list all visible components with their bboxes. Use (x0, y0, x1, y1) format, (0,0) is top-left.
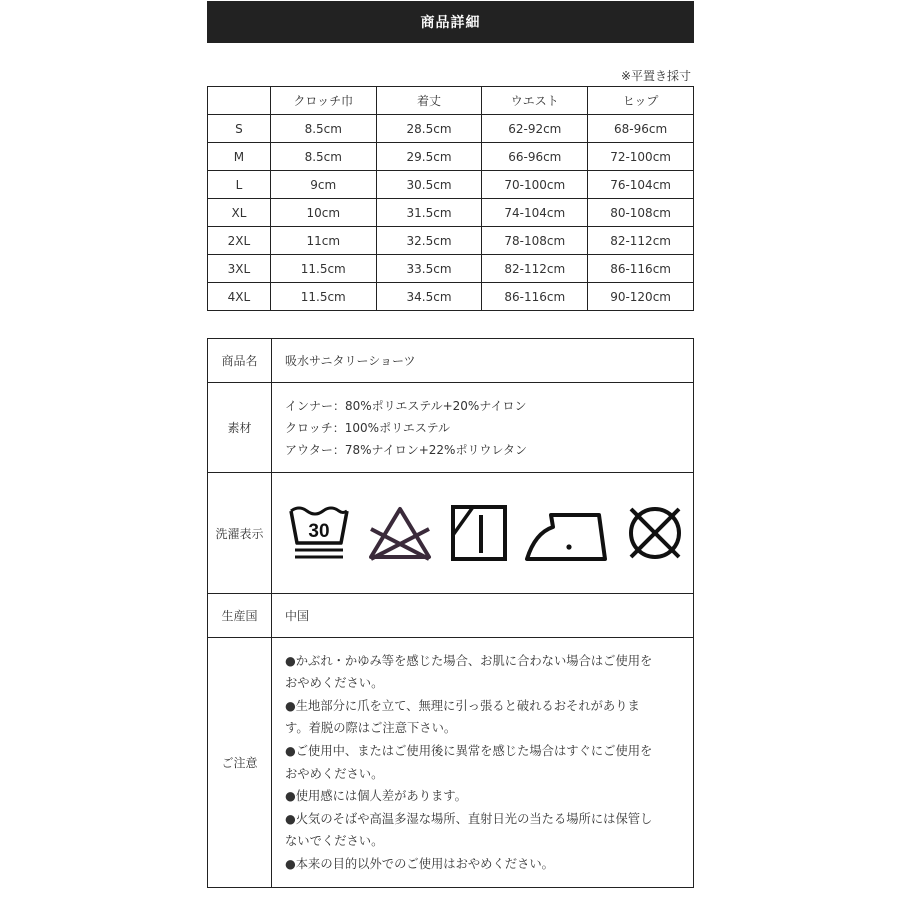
info-row-product-name (208, 339, 694, 383)
table-cell: 8.5cm (270, 143, 376, 171)
drip-dry-shade-icon (449, 503, 509, 563)
table-cell: 72-100cm (588, 143, 694, 171)
size-label: 2XL (208, 227, 271, 255)
caution-line: ●本来の目的以外でのご使用はおやめください。 (285, 856, 554, 871)
table-row (208, 227, 694, 255)
caution-line: おやめください。 (285, 676, 384, 691)
caution-line: ●ご使用中、またはご使用後に異常を感じた場合はすぐにご使用を (285, 743, 653, 758)
size-table-header-row (208, 87, 694, 115)
size-label: L (208, 171, 271, 199)
size-note: ※平置き採寸 (620, 69, 691, 83)
column-header: ヒップ (588, 87, 694, 115)
table-row (208, 199, 694, 227)
size-label: XL (208, 199, 271, 227)
table-cell: 74-104cm (482, 199, 588, 227)
size-label: 4XL (208, 283, 271, 311)
wash-temp-label: 30 (308, 521, 330, 542)
column-header: クロッチ巾 (270, 87, 376, 115)
info-label: ご注意 (208, 638, 272, 888)
washing-icons-cell (272, 473, 694, 594)
caution-line: ●火気のそばや高温多湿な場所、直射日光の当たる場所には保管し (285, 811, 653, 826)
wash-30-gentle-icon (287, 503, 351, 563)
material-value (272, 383, 694, 473)
table-cell: 30.5cm (376, 171, 482, 199)
column-header: ウエスト (482, 87, 588, 115)
size-label: 3XL (208, 255, 271, 283)
column-header (208, 87, 271, 115)
product-name-value: 吸水サニタリーショーツ (272, 339, 694, 383)
material-line: アウター：78%ナイロン+22%ポリウレタン (285, 442, 527, 457)
table-cell: 34.5cm (376, 283, 482, 311)
iron-low-icon (523, 503, 609, 563)
no-dry-clean-icon (623, 503, 687, 563)
info-label: 洗濯表示 (208, 473, 272, 594)
table-cell: 11cm (270, 227, 376, 255)
table-cell: 86-116cm (482, 283, 588, 311)
section-header (207, 1, 694, 43)
table-cell: 86-116cm (588, 255, 694, 283)
material-line: クロッチ：100%ポリエステル (285, 420, 450, 435)
table-row (208, 115, 694, 143)
info-row-material (208, 383, 694, 473)
table-cell: 90-120cm (588, 283, 694, 311)
section-title: 商品詳細 (420, 15, 481, 31)
table-cell: 66-96cm (482, 143, 588, 171)
size-label: S (208, 115, 271, 143)
caution-line: ●使用感には個人差があります。 (285, 789, 467, 804)
table-cell: 80-108cm (588, 199, 694, 227)
info-label: 生産国 (208, 594, 272, 638)
caution-line: ●生地部分に爪を立て、無理に引っ張ると破れるおそれがありま (285, 698, 640, 713)
table-cell: 29.5cm (376, 143, 482, 171)
table-row (208, 143, 694, 171)
table-cell: 9cm (270, 171, 376, 199)
table-cell: 82-112cm (588, 227, 694, 255)
size-table (207, 86, 694, 311)
column-header: 着丈 (376, 87, 482, 115)
table-row (208, 255, 694, 283)
caution-line: おやめください。 (285, 766, 384, 781)
table-cell: 11.5cm (270, 283, 376, 311)
table-cell: 82-112cm (482, 255, 588, 283)
table-cell: 70-100cm (482, 171, 588, 199)
info-row-country (208, 594, 694, 638)
table-cell: 62-92cm (482, 115, 588, 143)
table-cell: 68-96cm (588, 115, 694, 143)
caution-line: す。着脱の際はご注意下さい。 (285, 721, 457, 736)
country-value: 中国 (272, 594, 694, 638)
caution-line: ないでください。 (285, 834, 384, 849)
care-icons (285, 503, 693, 563)
table-cell: 32.5cm (376, 227, 482, 255)
table-cell: 33.5cm (376, 255, 482, 283)
table-cell: 28.5cm (376, 115, 482, 143)
info-label: 素材 (208, 383, 272, 473)
size-label: M (208, 143, 271, 171)
table-cell: 8.5cm (270, 115, 376, 143)
info-row-washing (208, 473, 694, 594)
table-cell: 78-108cm (482, 227, 588, 255)
material-line: インナー：80%ポリエステル+20%ナイロン (285, 398, 527, 413)
table-cell: 10cm (270, 199, 376, 227)
caution-line: ●かぶれ・かゆみ等を感じた場合、お肌に合わない場合はご使用を (285, 653, 653, 668)
info-row-caution (208, 638, 694, 888)
caution-text (272, 638, 694, 888)
table-row (208, 171, 694, 199)
info-label: 商品名 (208, 339, 272, 383)
no-bleach-icon (365, 503, 435, 563)
table-cell: 31.5cm (376, 199, 482, 227)
table-cell: 11.5cm (270, 255, 376, 283)
table-cell: 76-104cm (588, 171, 694, 199)
product-info-table (207, 338, 694, 888)
table-row (208, 283, 694, 311)
